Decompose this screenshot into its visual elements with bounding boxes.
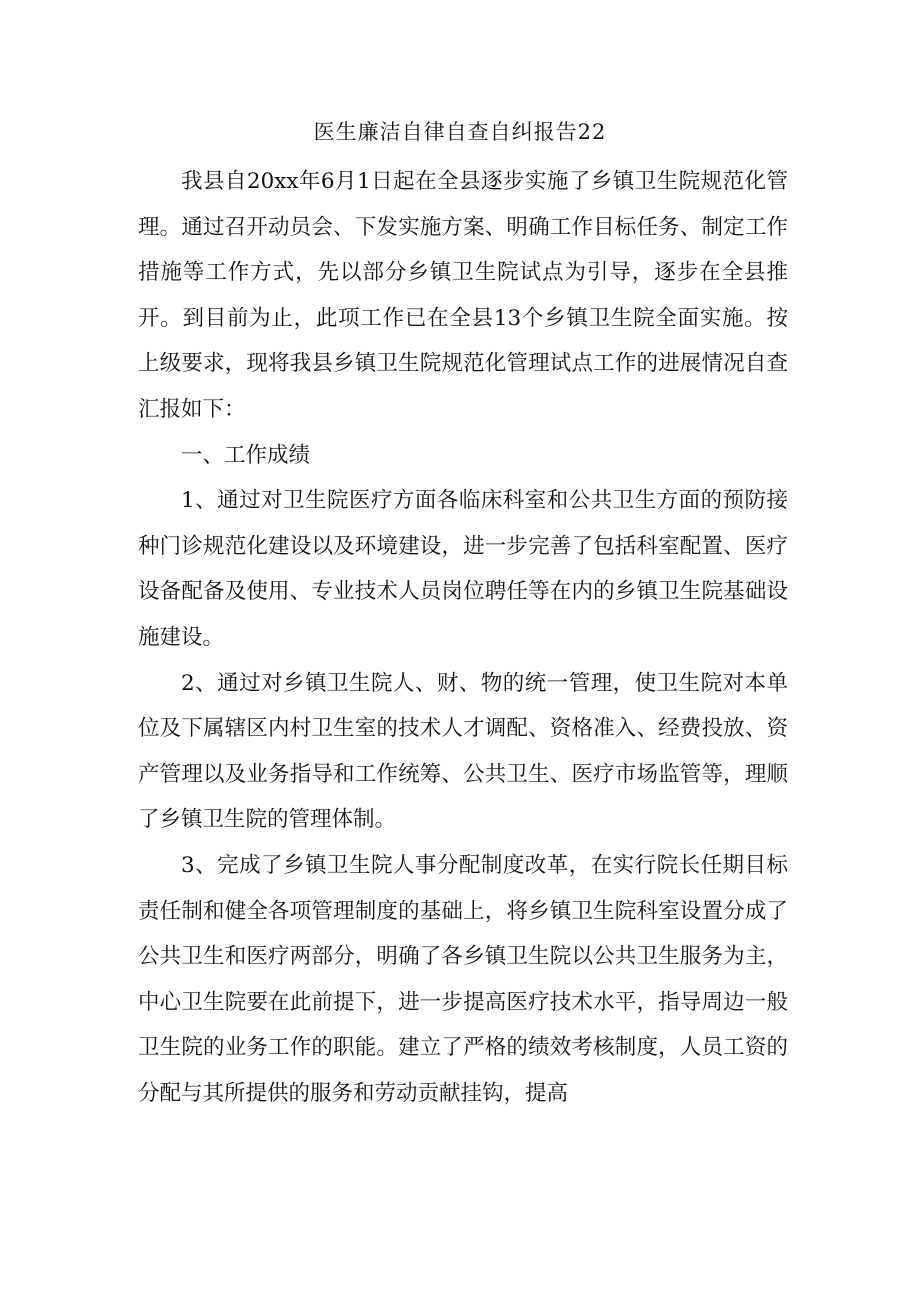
section-heading-achievements: 一、工作成绩 (181, 442, 311, 468)
paragraph-item-3: 3、完成了乡镇卫生院人事分配制度改革，在实行院长任期目标责任制和健全各项管理制度的基础上，将乡镇卫生院科室设置分成了公共卫生和医疗两部分，明确了各乡镇卫生院以公共卫生服务为主，中心卫生院要在此前提下，进一步提高医疗技术水平，指导周边一般卫生院的业务工作的职能。建立了严格的绩效考核制度，人员工资的分配与其所提供的服务和劳动贡献挂钩，提高 (138, 852, 788, 1106)
document-body (138, 159, 788, 1116)
paragraph-item-2: 2、通过对乡镇卫生院人、财、物的统一管理，使卫生院对本单位及下属辖区内村卫生室的技术人才调配、资格准入、经费投放、资产管理以及业务指导和工作统筹、公共卫生、医疗市场监管等，理顺了乡镇卫生院的管理体制。 (138, 670, 788, 833)
paragraph-item-1: 1、通过对卫生院医疗方面各临床科室和公共卫生方面的预防接种门诊规范化建设以及环境建设，进一步完善了包括科室配置、医疗设备配备及使用、专业技术人员岗位聘任等在内的乡镇卫生院基础设施建设。 (138, 488, 788, 650)
paragraph-intro: 我县自20xx年6月1日起在全县逐步实施了乡镇卫生院规范化管理。通过召开动员会、下发实施方案、明确工作目标任务、制定工作措施等工作方式，先以部分乡镇卫生院试点为引导，逐步在全县推开。到目前为止，此项工作已在全县13个乡镇卫生院全面实施。按上级要求，现将我县乡镇卫生院规范化管理试点工作的进展情况自查汇报如下： (138, 169, 788, 422)
document-title: 医生廉洁自律自查自纠报告22 (313, 120, 607, 144)
